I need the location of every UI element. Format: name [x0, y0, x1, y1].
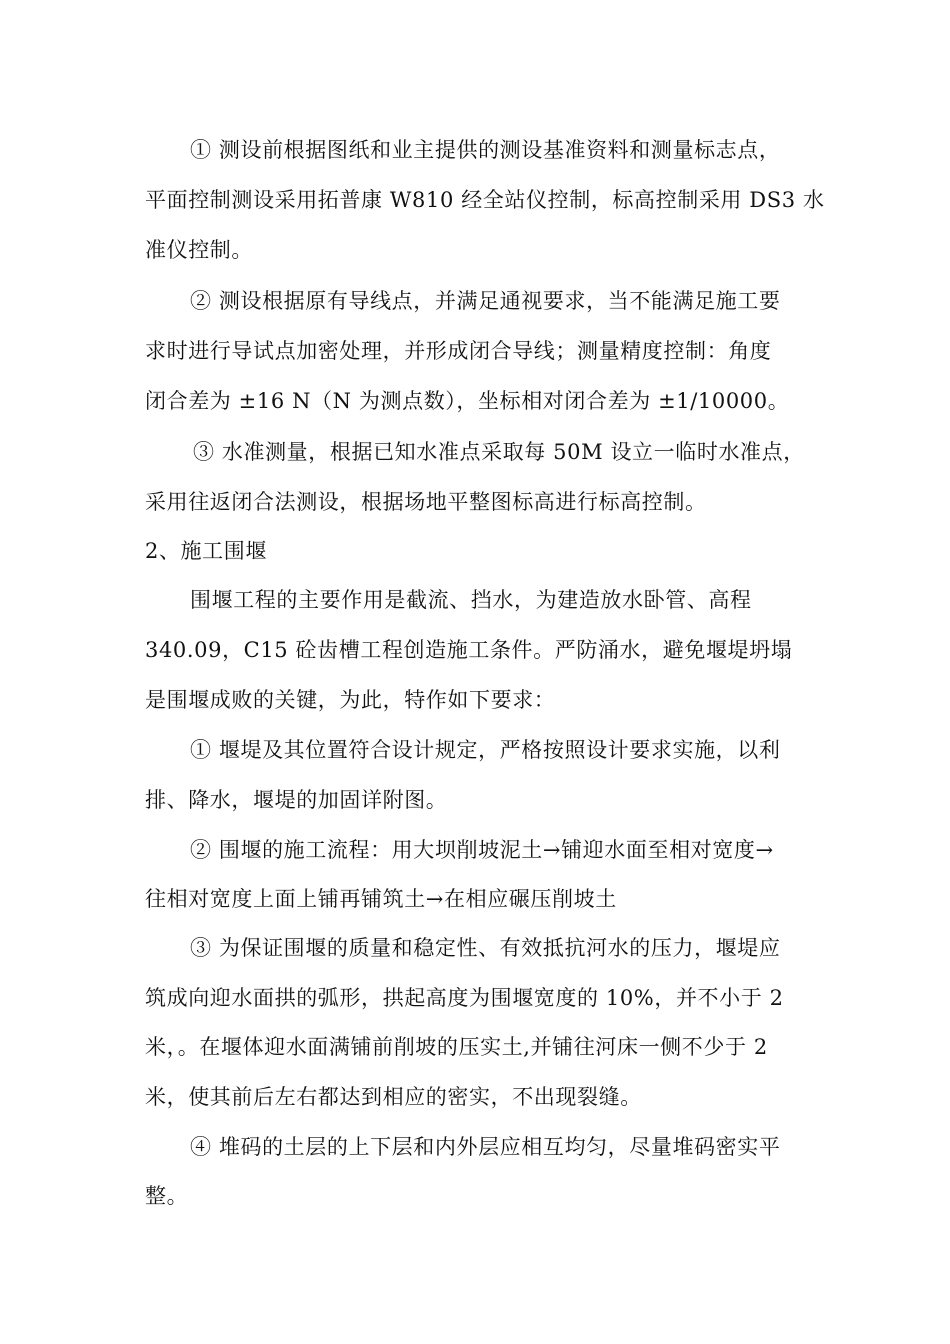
- paragraph-survey-1-line-2: 平面控制测设采用拓普康 W810 经全站仪控制，标高控制采用 DS3 水: [145, 188, 825, 212]
- paragraph-requirement-1-line-1: ① 堰堤及其位置符合设计规定，严格按照设计要求实施，以利: [190, 738, 781, 762]
- paragraph-cofferdam-intro-line-2: 340.09，C15 砼齿槽工程创造施工条件。严防涌水，避免堰堤坍塌: [145, 638, 793, 662]
- paragraph-survey-2-line-1: ② 测设根据原有导线点，并满足通视要求，当不能满足施工要: [190, 289, 781, 313]
- paragraph-survey-1-line-1: ① 测设前根据图纸和业主提供的测设基准资料和测量标志点，: [190, 138, 781, 162]
- section-heading: 2、施工围堰: [145, 539, 267, 563]
- paragraph-survey-1-line-3: 准仪控制。: [145, 238, 253, 262]
- paragraph-requirement-4-line-1: ④ 堆码的土层的上下层和内外层应相互均匀，尽量堆码密实平: [190, 1135, 781, 1159]
- paragraph-cofferdam-intro-line-3: 是围堰成败的关键，为此，特作如下要求：: [145, 688, 556, 712]
- paragraph-requirement-1-line-2: 排、降水，堰堤的加固详附图。: [145, 788, 448, 812]
- paragraph-requirement-3-line-1: ③ 为保证围堰的质量和稳定性、有效抵抗河水的压力，堰堤应: [190, 936, 781, 960]
- paragraph-requirement-3-line-3: 米，。在堰体迎水面满铺前削坡的压实土,并铺往河床一侧不少于 2: [145, 1035, 768, 1059]
- paragraph-requirement-4-line-2: 整。: [145, 1184, 189, 1208]
- paragraph-survey-2-line-2: 求时进行导试点加密处理，并形成闭合导线；测量精度控制：角度: [145, 339, 772, 363]
- paragraph-requirement-3-line-4: 米，使其前后左右都达到相应的密实，不出现裂缝。: [145, 1085, 642, 1109]
- paragraph-cofferdam-intro-line-1: 围堰工程的主要作用是截流、挡水，为建造放水卧管、高程: [190, 588, 752, 612]
- paragraph-requirement-2-line-1: ② 围堰的施工流程：用大坝削坡泥土→铺迎水面至相对宽度→: [190, 838, 774, 862]
- paragraph-survey-3-line-1: ③ 水准测量，根据已知水准点采取每 50M 设立一临时水准点，: [193, 440, 805, 464]
- paragraph-survey-3-line-2: 采用往返闭合法测设，根据场地平整图标高进行标高控制。: [145, 490, 707, 514]
- paragraph-requirement-3-line-2: 筑成向迎水面拱的弧形，拱起高度为围堰宽度的 10%，并不小于 2: [145, 986, 784, 1010]
- paragraph-requirement-2-line-2: 往相对宽度上面上铺再铺筑土→在相应碾压削坡土: [145, 887, 617, 911]
- paragraph-survey-2-line-3: 闭合差为 ±16 N（N 为测点数），坐标相对闭合差为 ±1/10000。: [145, 389, 790, 413]
